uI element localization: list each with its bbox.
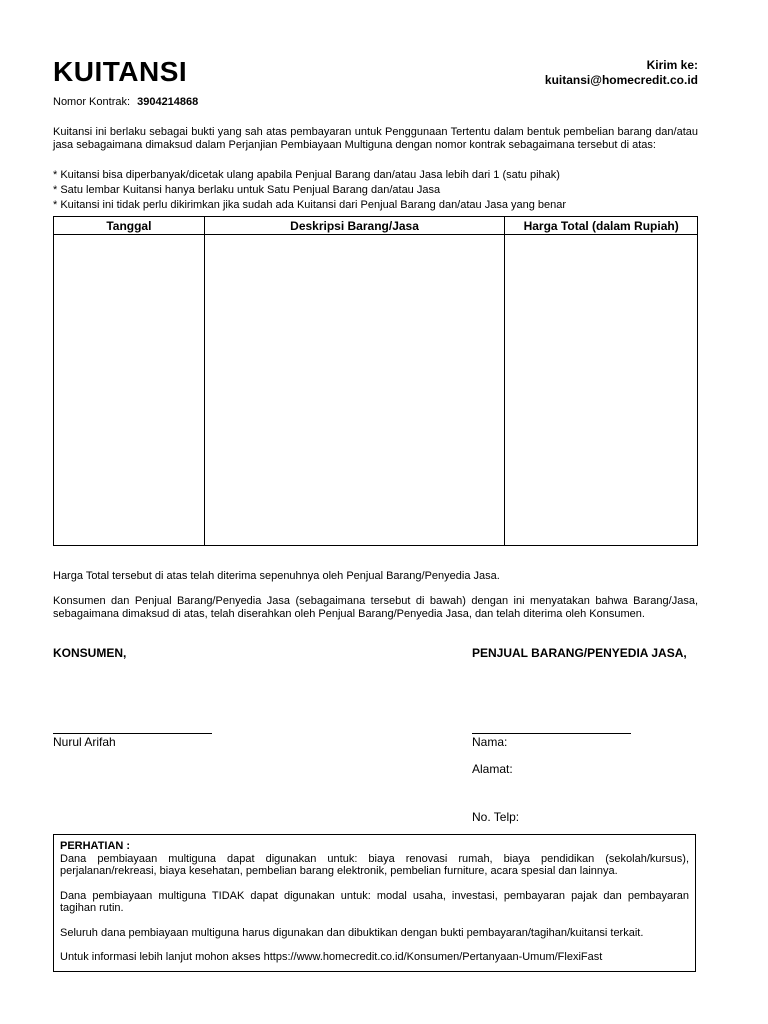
- column-header-description: Deskripsi Barang/Jasa: [204, 217, 505, 235]
- penjual-name-label: Nama:: [472, 735, 508, 749]
- total-price-cell[interactable]: [505, 235, 698, 546]
- note-item: * Kuitansi bisa diperbanyak/dicetak ulang apabila Penjual Barang dan/atau Jasa lebih dari 1 (satu pihak): [53, 169, 560, 181]
- document-title: KUITANSI: [53, 56, 188, 87]
- konsumen-name: Nurul Arifah: [53, 735, 116, 749]
- note-item: * Satu lembar Kuitansi hanya berlaku untuk Satu Penjual Barang dan/atau Jasa: [53, 184, 441, 196]
- notice-prohibited-uses: Dana pembiayaan multiguna TIDAK dapat digunakan untuk: modal usaha, investasi, pembayaran pajak dan pembayaran tagihan rutin.: [60, 889, 689, 914]
- notice-allowed-uses: Dana pembiayaan multiguna dapat digunakan untuk: biaya renovasi rumah, biaya pendidikan (sekolah/kursus), perjalanan/rekreasi, biaya kesehatan, pembelian barang elektronik, pembelian furniture, acara spesial dan lainnya.: [60, 852, 689, 877]
- description-cell[interactable]: [204, 235, 505, 546]
- notice-box: [53, 834, 696, 972]
- contract-number-label: Nomor Kontrak:: [53, 96, 131, 108]
- intro-paragraph: Kuitansi ini berlaku sebagai bukti yang sah atas pembayaran untuk Penggunaan Tertentu dalam bentuk pembelian barang dan/atau jasa sebagaimana dimaksud dalam Perjanjian Pembiayaan Multiguna dengan nomor kontrak sebagaimana tersebut di atas:: [53, 126, 698, 151]
- penjual-address-label: Alamat:: [472, 762, 513, 776]
- contract-number-value: 3904214868: [137, 96, 199, 108]
- send-to-email[interactable]: kuitansi@homecredit.co.id: [544, 73, 698, 87]
- handover-statement: Konsumen dan Penjual Barang/Penyedia Jasa (sebagaimana tersebut di bawah) dengan ini menyatakan bahwa Barang/Jasa, sebagaimana dimaksud di atas, telah diserahkan oleh Penjual Barang/Penyedia Jasa, dan telah diterima oleh Konsumen.: [53, 595, 698, 620]
- contract-number: [53, 96, 198, 108]
- notes-list: [53, 168, 698, 213]
- note-item: * Kuitansi ini tidak perlu dikirimkan jika sudah ada Kuitansi dari Penjual Barang dan/atau Jasa yang benar: [53, 199, 567, 211]
- penjual-signature-line[interactable]: [472, 733, 631, 734]
- column-header-total-price: Harga Total (dalam Rupiah): [505, 217, 698, 235]
- column-header-date: Tanggal: [54, 217, 205, 235]
- send-to-label: Kirim ke:: [646, 58, 698, 72]
- konsumen-signature-line[interactable]: [53, 733, 212, 734]
- send-to-block: [545, 58, 698, 88]
- konsumen-heading: KONSUMEN,: [53, 646, 127, 660]
- penjual-phone-label: No. Telp:: [472, 810, 520, 824]
- date-cell[interactable]: [54, 235, 205, 546]
- penjual-heading: PENJUAL BARANG/PENYEDIA JASA,: [472, 646, 687, 660]
- items-table: [53, 216, 698, 546]
- notice-info-link[interactable]: Untuk informasi lebih lanjut mohon akses https://www.homecredit.co.id/Konsumen/Pertanyaan-Umum/FlexiFast: [60, 951, 603, 963]
- notice-proof-requirement: Seluruh dana pembiayaan multiguna harus digunakan dan dibuktikan dengan bukti pembayaran/tagihan/kuitansi terkait.: [60, 926, 644, 939]
- confirmation-statement: Harga Total tersebut di atas telah diterima sepenuhnya oleh Penjual Barang/Penyedia Jasa.: [53, 570, 500, 582]
- notice-title: PERHATIAN :: [60, 840, 131, 852]
